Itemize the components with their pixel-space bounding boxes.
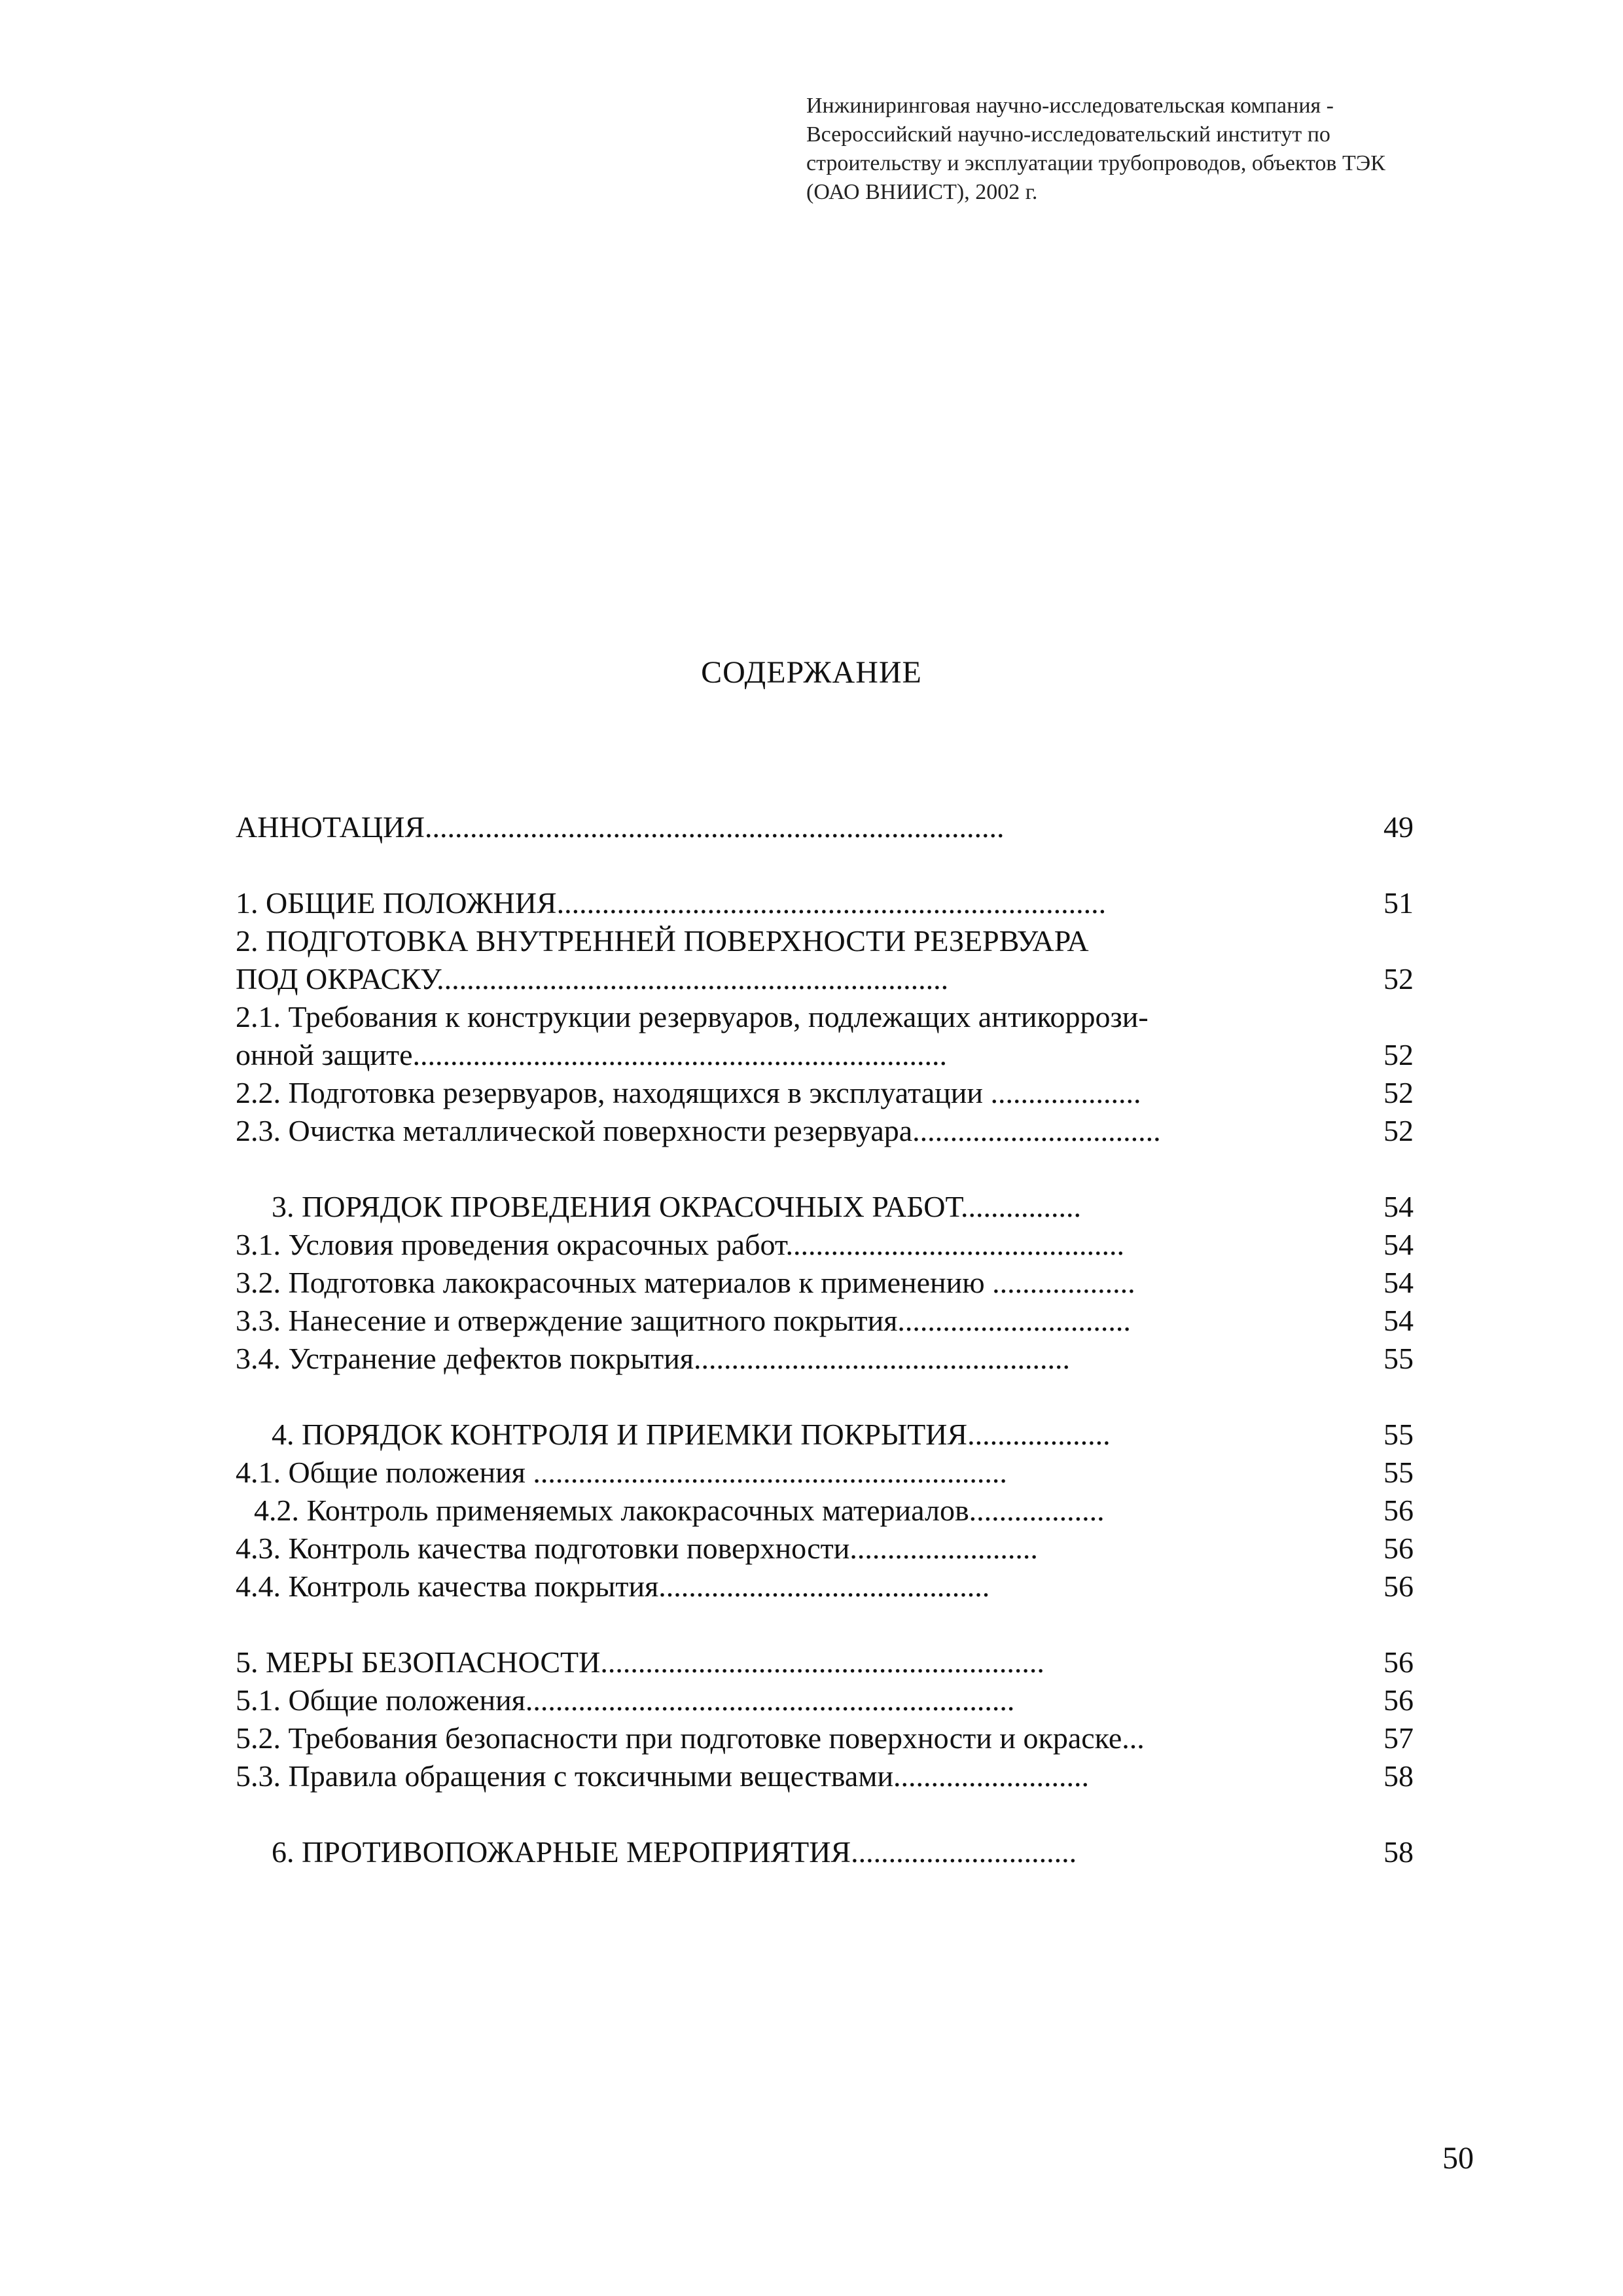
toc-entry-2-line-1 bbox=[236, 922, 1414, 960]
toc-entry-4-3 bbox=[236, 1530, 1414, 1568]
toc-entry-text: 3. ПОРЯДОК ПРОВЕДЕНИЯ ОКРАСОЧНЫХ РАБОТ................ bbox=[272, 1190, 1082, 1223]
toc-entry-text: 5.2. Требования безопасности при подготовке поверхности и окраске... bbox=[236, 1721, 1145, 1755]
toc-entry-text: 3.3. Нанесение и отверждение защитного покрытия............................... bbox=[236, 1304, 1131, 1337]
toc-entry-page: 52 bbox=[1383, 1114, 1414, 1147]
toc-entry-text: 2. ПОДГОТОВКА ВНУТРЕННЕЙ ПОВЕРХНОСТИ РЕЗЕРВУАРА bbox=[236, 924, 1089, 958]
toc-entry-text: 4.2. Контроль применяемых лакокрасочных материалов.................. bbox=[254, 1494, 1105, 1527]
toc-entry-text: 4.1. Общие положения ............................................................... bbox=[236, 1456, 1007, 1489]
toc-entry-4 bbox=[236, 1416, 1414, 1454]
toc-entry-text: 5.1. Общие положения................................................................. bbox=[236, 1683, 1015, 1717]
toc-entry-text: 5. МЕРЫ БЕЗОПАСНОСТИ........................................................... bbox=[236, 1645, 1044, 1679]
toc-entry-6 bbox=[236, 1833, 1414, 1871]
toc-entry-3 bbox=[236, 1188, 1414, 1226]
toc-entry-page: 54 bbox=[1383, 1228, 1414, 1261]
toc-entry-page: 52 bbox=[1383, 1076, 1414, 1109]
toc-entry-page: 55 bbox=[1383, 1456, 1414, 1489]
toc-entry-page: 54 bbox=[1383, 1266, 1414, 1299]
toc-entry-3-1 bbox=[236, 1226, 1414, 1264]
toc-entry-page: 56 bbox=[1383, 1683, 1414, 1717]
toc-entry-4-4 bbox=[236, 1568, 1414, 1605]
header-line-4: (ОАО ВНИИСТ), 2002 г. bbox=[806, 180, 1038, 204]
toc-entry-page: 56 bbox=[1383, 1494, 1414, 1527]
toc-entry-text: 4. ПОРЯДОК КОНТРОЛЯ И ПРИЕМКИ ПОКРЫТИЯ................... bbox=[272, 1418, 1111, 1451]
toc-entry-2-1-line-1 bbox=[236, 998, 1414, 1036]
toc-entry-page: 57 bbox=[1383, 1721, 1414, 1755]
toc-entry-page: 54 bbox=[1383, 1190, 1414, 1223]
toc-entry-5-3 bbox=[236, 1757, 1414, 1795]
toc-entry-text: 6. ПРОТИВОПОЖАРНЫЕ МЕРОПРИЯТИЯ.............................. bbox=[272, 1835, 1077, 1869]
toc-entry-3-2 bbox=[236, 1264, 1414, 1302]
toc-entry-text: 3.2. Подготовка лакокрасочных материалов к применению ................... bbox=[236, 1266, 1135, 1299]
toc-entry-text: 4.4. Контроль качества покрытия............................................ bbox=[236, 1570, 990, 1603]
toc-entry-text: 2.2. Подготовка резервуаров, находящихся в эксплуатации .................... bbox=[236, 1076, 1141, 1109]
header-line-2: Всероссийский научно-исследовательский институт по bbox=[806, 122, 1330, 147]
toc-entry-2-3 bbox=[236, 1112, 1414, 1150]
toc-entry-page: 54 bbox=[1383, 1304, 1414, 1337]
toc-entry-4-2 bbox=[236, 1492, 1414, 1530]
toc-entry-3-3 bbox=[236, 1302, 1414, 1340]
toc-entry-page: 52 bbox=[1383, 1038, 1414, 1071]
toc-entry-5-2 bbox=[236, 1719, 1414, 1757]
toc-entry-5 bbox=[236, 1643, 1414, 1681]
publisher-header bbox=[806, 92, 1474, 207]
toc-entry-text: 2.1. Требования к конструкции резервуаров, подлежащих антикоррози- bbox=[236, 1000, 1149, 1033]
toc-entry-page: 55 bbox=[1383, 1418, 1414, 1451]
toc-entry-annotation bbox=[236, 808, 1414, 846]
toc-entry-page: 56 bbox=[1383, 1570, 1414, 1603]
header-line-1: Инжиниринговая научно-исследовательская компания - bbox=[806, 94, 1334, 118]
toc-entry-text: 3.4. Устранение дефектов покрытия.................................................. bbox=[236, 1342, 1071, 1375]
toc-entry-text: АННОТАЦИЯ............................................................................. bbox=[236, 810, 1005, 844]
toc-entry-5-1 bbox=[236, 1681, 1414, 1719]
toc-entry-page: 49 bbox=[1383, 810, 1414, 844]
toc-entry-text: 4.3. Контроль качества подготовки поверхности......................... bbox=[236, 1532, 1038, 1565]
toc-entry-page: 52 bbox=[1383, 962, 1414, 996]
toc-entry-text: ПОД ОКРАСКУ.................................................................... bbox=[236, 962, 949, 996]
toc-entry-text: 2.3. Очистка металлической поверхности резервуара................................. bbox=[236, 1114, 1161, 1147]
toc-entry-page: 55 bbox=[1383, 1342, 1414, 1375]
toc-entry-page: 58 bbox=[1383, 1759, 1414, 1793]
page-number: 50 bbox=[1442, 2141, 1474, 2176]
contents-title: СОДЕРЖАНИЕ bbox=[701, 655, 922, 690]
toc-entry-4-1 bbox=[236, 1454, 1414, 1492]
toc-entry-1 bbox=[236, 884, 1414, 922]
toc-entry-text: 1. ОБЩИЕ ПОЛОЖНИЯ......................................................................... bbox=[236, 886, 1107, 920]
toc-entry-2-2 bbox=[236, 1074, 1414, 1112]
toc-entry-page: 51 bbox=[1383, 886, 1414, 920]
toc-entry-page: 56 bbox=[1383, 1645, 1414, 1679]
toc-entry-2-line-2 bbox=[236, 960, 1414, 998]
toc-entry-text: 5.3. Правила обращения с токсичными веществами.......................... bbox=[236, 1759, 1090, 1793]
toc-entry-3-4 bbox=[236, 1340, 1414, 1378]
toc-entry-text: онной защите....................................................................... bbox=[236, 1038, 947, 1071]
toc-entry-2-1-line-2 bbox=[236, 1036, 1414, 1074]
toc-entry-page: 56 bbox=[1383, 1532, 1414, 1565]
toc-entry-text: 3.1. Условия проведения окрасочных работ............................................. bbox=[236, 1228, 1125, 1261]
toc-entry-page: 58 bbox=[1383, 1835, 1414, 1869]
header-line-3: строительству и эксплуатации трубопроводов, объектов ТЭК bbox=[806, 151, 1385, 175]
table-of-contents bbox=[236, 808, 1414, 1871]
